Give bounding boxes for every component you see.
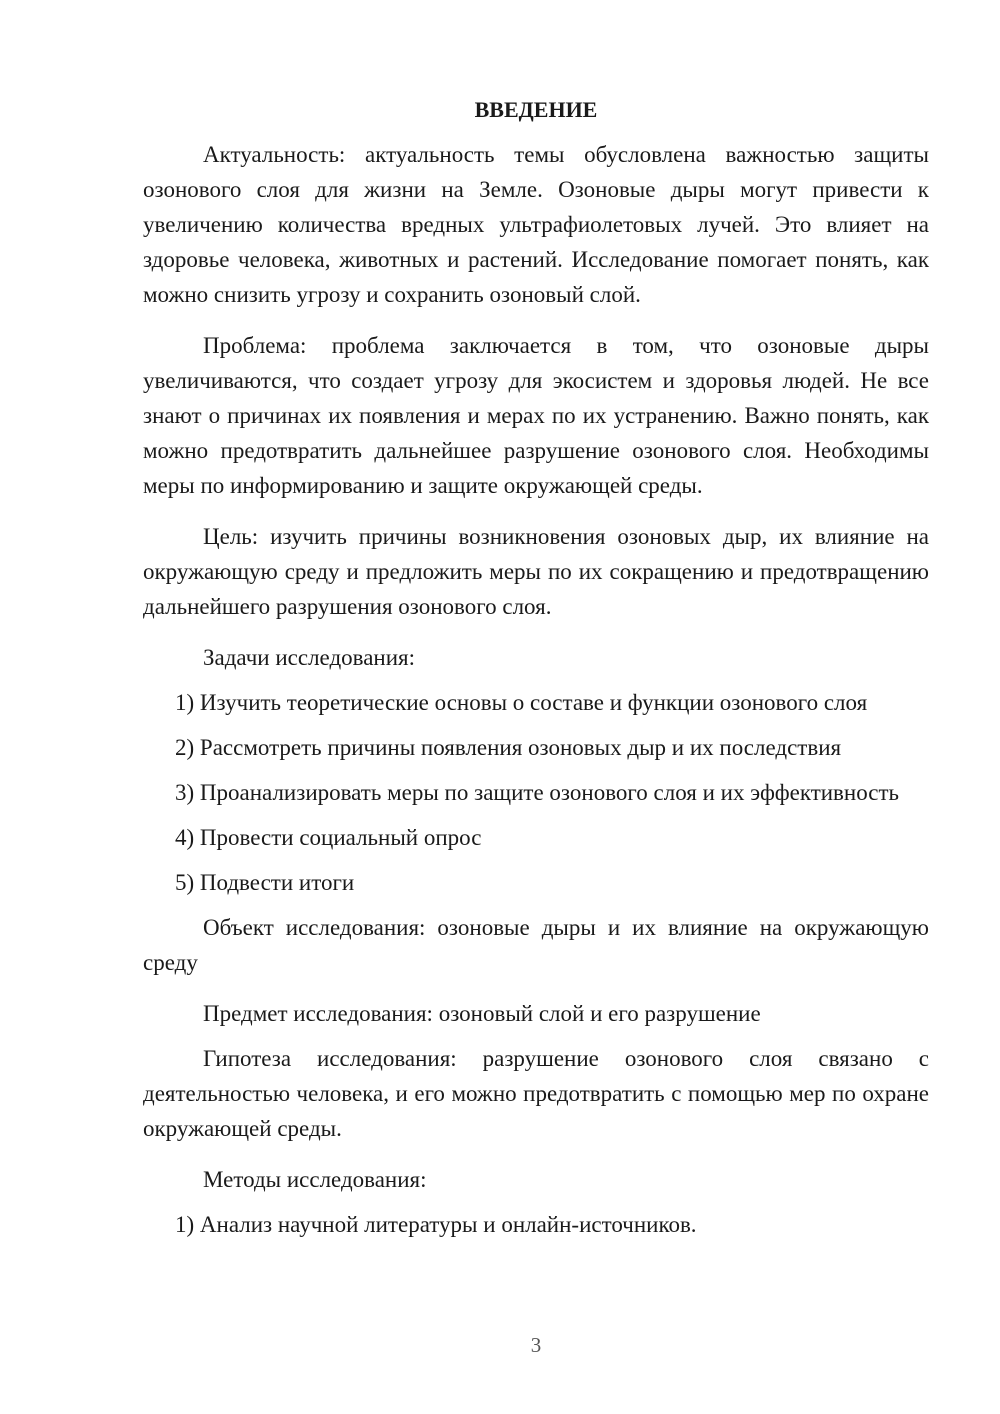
method-item-1: 1) Анализ научной литературы и онлайн-источников. <box>175 1212 697 1237</box>
task-item-5: 5) Подвести итоги <box>175 870 355 895</box>
task-item-4: 4) Провести социальный опрос <box>175 825 482 850</box>
goal-paragraph: Цель: изучить причины возникновения озоновых дыр, их влияние на окружающую среду и предложить меры по их сокращению и предотвращению дальнейшего разрушения озонового слоя. <box>143 524 929 619</box>
problem-paragraph: Проблема: проблема заключается в том, что озоновые дыры увеличиваются, что создает угрозу для экосистем и здоровья людей. Не все знают о причинах их появления и мерах по их устранению. Важно понять, как можно предотвратить дальнейшее разрушение озонового слоя. Необходимы меры по информированию и защите окружающей среды. <box>143 333 929 498</box>
page-number: 3 <box>530 1333 542 1357</box>
object-paragraph: Объект исследования: озоновые дыры и их влияние на окружающую среду <box>143 915 929 975</box>
document-body <box>143 92 929 1252</box>
task-item-2: 2) Рассмотреть причины появления озоновых дыр и их последствия <box>175 735 842 760</box>
hypothesis-paragraph: Гипотеза исследования: разрушение озонового слоя связано с деятельностью человека, и его можно предотвратить с помощью мер по охране окружающей среды. <box>143 1046 929 1141</box>
tasks-heading: Задачи исследования: <box>203 645 416 670</box>
task-item-1: 1) Изучить теоретические основы о составе и функции озонового слоя <box>175 690 868 715</box>
page-title: ВВЕДЕНИЕ <box>474 97 598 122</box>
task-item-3: 3) Проанализировать меры по защите озонового слоя и их эффективность <box>175 780 900 805</box>
subject-paragraph: Предмет исследования: озоновый слой и его разрушение <box>203 1001 761 1026</box>
relevance-paragraph: Актуальность: актуальность темы обусловлена важностью защиты озонового слоя для жизни на Земле. Озоновые дыры могут привести к увеличению количества вредных ультрафиолетовых лучей. Это влияет на здоровье человека, животных и растений. Исследование помогает понять, как можно снизить угрозу и сохранить озоновый слой. <box>143 142 929 307</box>
methods-heading: Методы исследования: <box>203 1167 427 1192</box>
